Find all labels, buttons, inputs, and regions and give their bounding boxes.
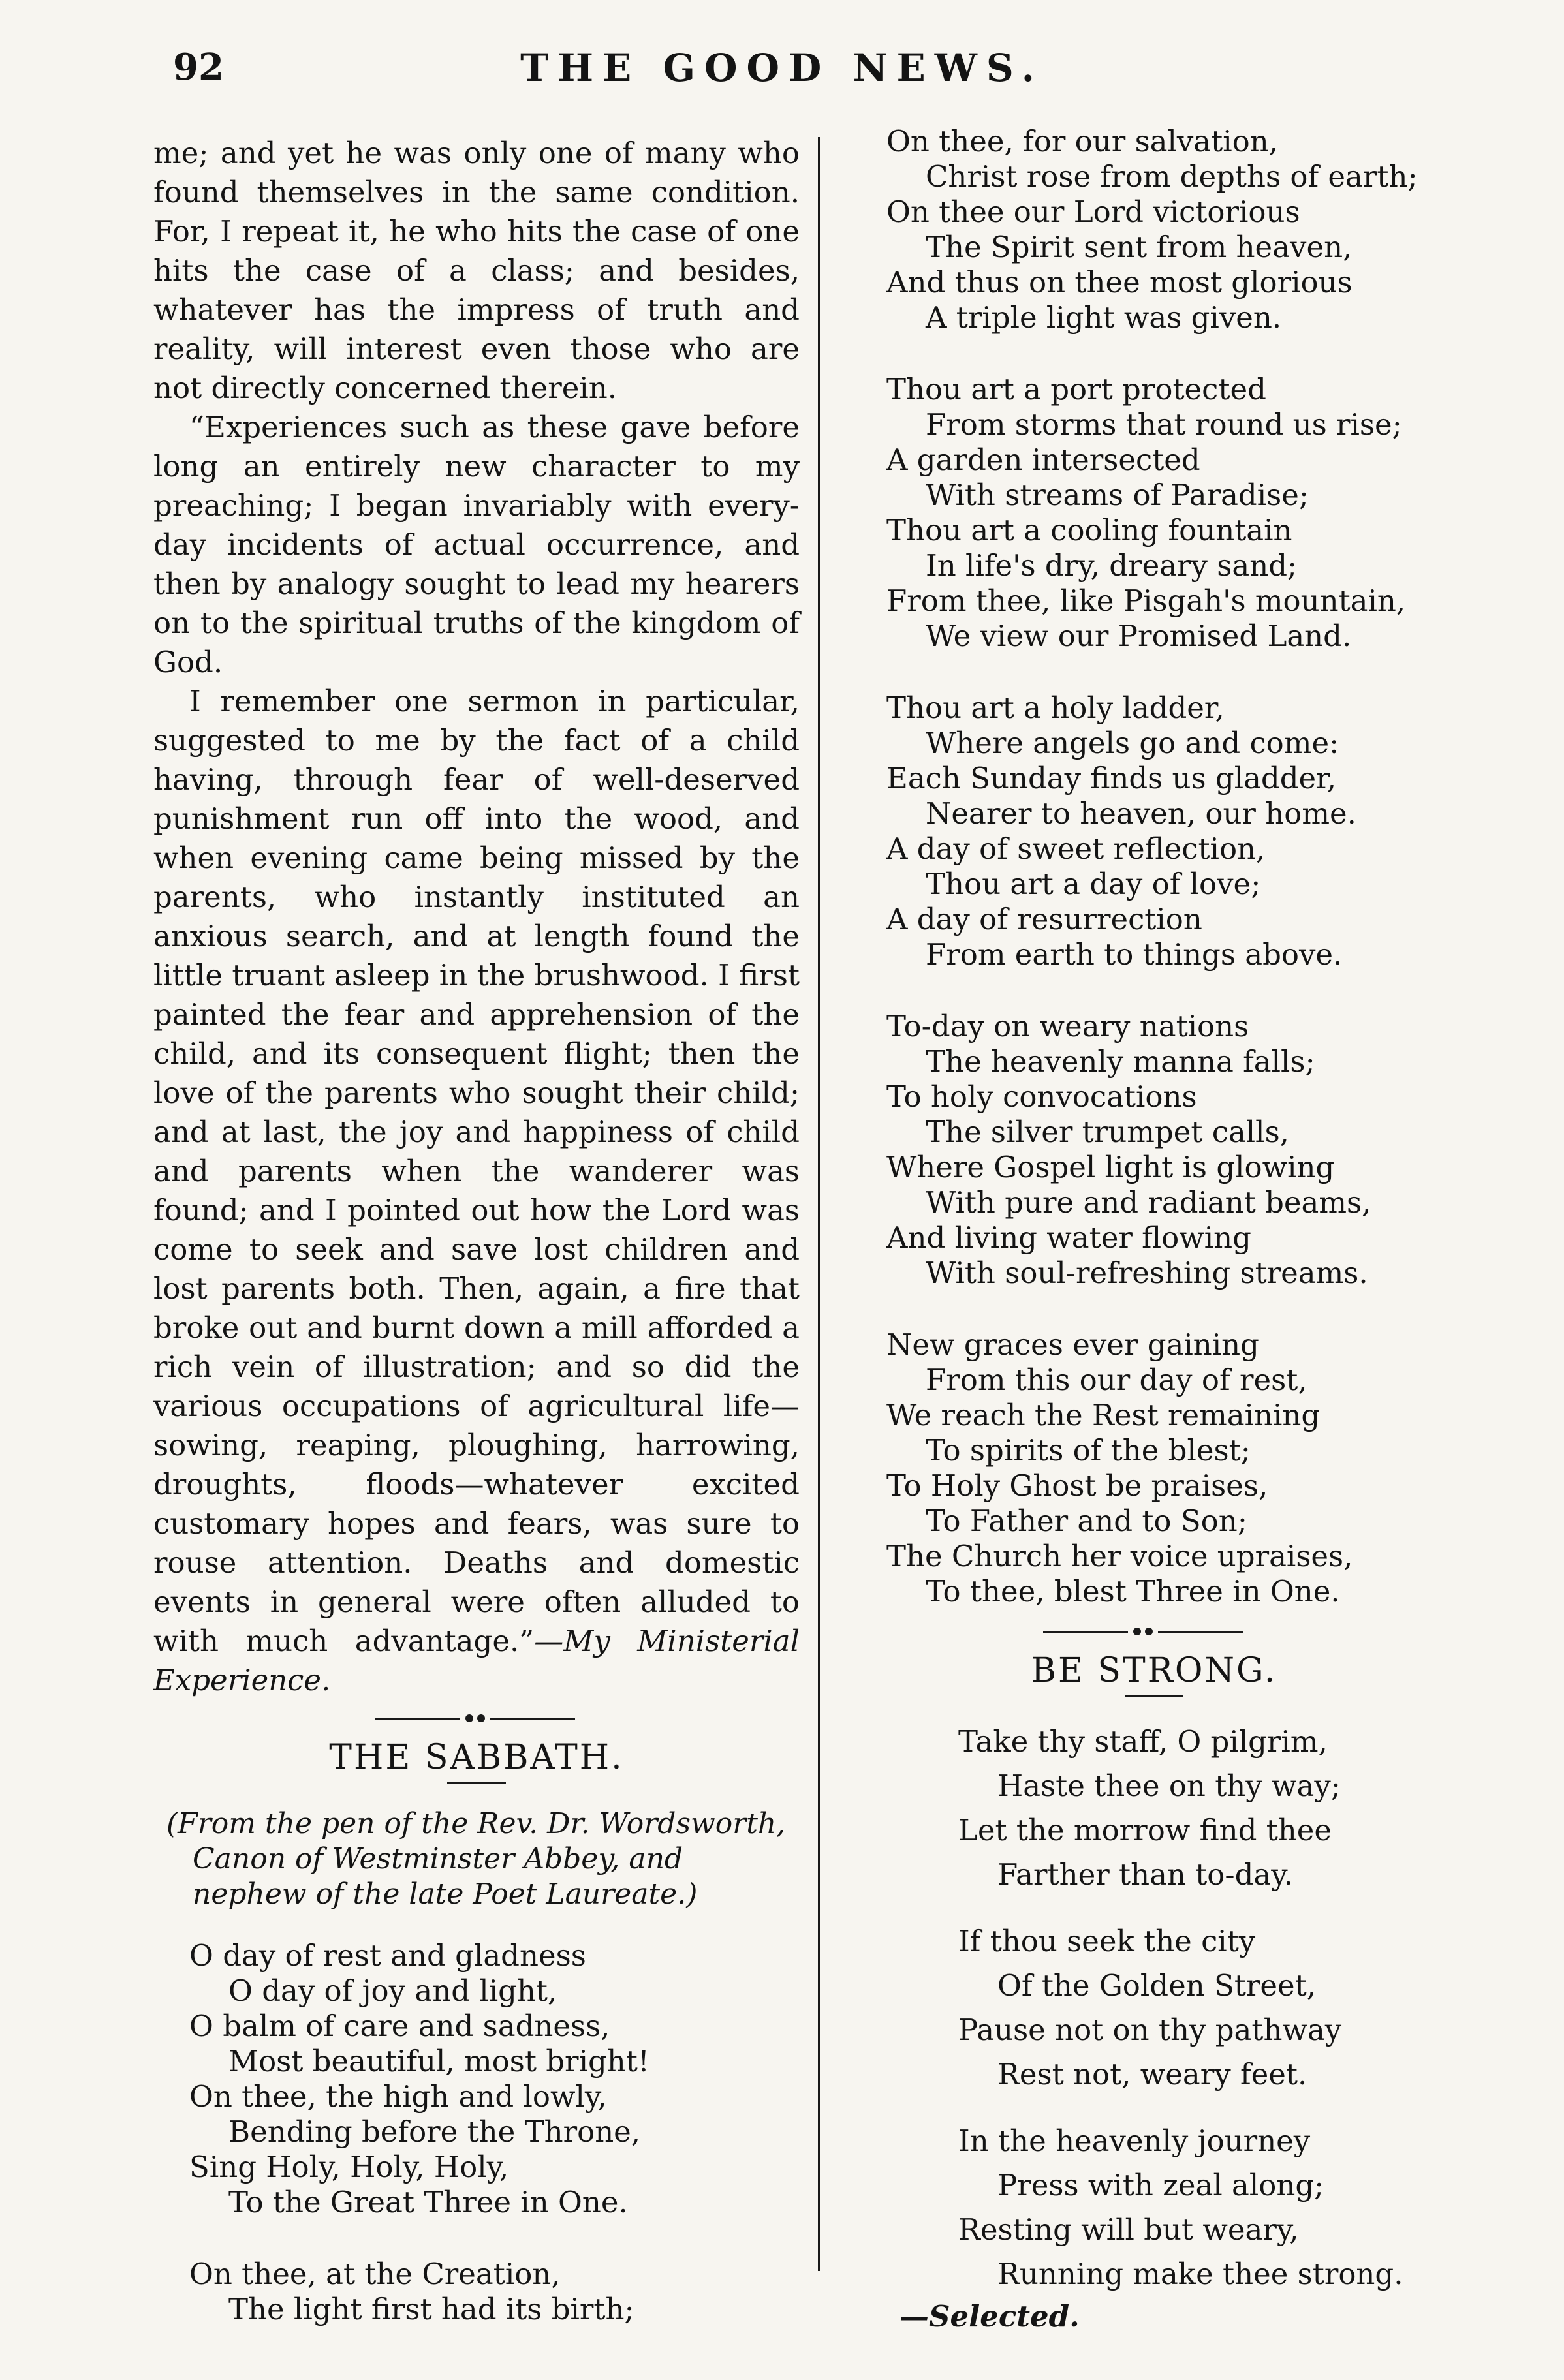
poem-line: O balm of care and sadness, [189, 2009, 610, 2043]
page-number: 92 [173, 46, 224, 89]
poem-line: Sing Holy, Holy, Holy, [189, 2150, 509, 2184]
poem-line: On thee, the high and lowly, [189, 2079, 607, 2114]
poem-line: Where Gospel light is glowing [886, 1150, 1335, 1184]
article-attribution: —My Ministerial Experience. [153, 1624, 800, 1697]
poem-line: We view our Promised Land. [926, 619, 1352, 653]
poem-stanza [886, 1009, 1422, 1291]
poem-line: In life's dry, dreary sand; [926, 548, 1298, 583]
poem-stanza [886, 372, 1422, 654]
poem-line: Thou art a holy ladder, [886, 690, 1225, 725]
poem-line: And living water flowing [886, 1220, 1251, 1255]
poem-line: A triple light was given. [926, 300, 1282, 335]
poem-line: From earth to things above. [926, 937, 1343, 972]
poem-line: On thee our Lord victorious [886, 194, 1300, 229]
be-strong-title: BE STRONG. [1031, 1651, 1277, 1690]
poem-line: Haste thee on thy way; [997, 1769, 1341, 1803]
title-rule [447, 1782, 506, 1784]
poem-line: The heavenly manna falls; [926, 1044, 1315, 1079]
poem-line: The Church her voice upraises, [886, 1539, 1353, 1573]
poem-line: On thee, for our salvation, [886, 124, 1278, 159]
poem-line: Farther than to-day. [997, 1857, 1293, 1892]
right-column [886, 124, 1422, 2334]
poem-line: With streams of Paradise; [926, 478, 1309, 512]
poem-stanza [886, 124, 1422, 335]
poem-line: Press with zeal along; [997, 2168, 1324, 2202]
poem-line: New graces ever gaining [886, 1327, 1259, 1362]
poem-line: Nearer to heaven, our home. [926, 796, 1356, 831]
poem-line: Resting will but weary, [958, 2212, 1299, 2247]
poem-line: Christ rose from depths of earth; [926, 159, 1418, 194]
poem-line: To thee, blest Three in One. [926, 1574, 1340, 1609]
poem-line: If thou seek the city [958, 1924, 1256, 1958]
be-strong-poem [886, 1720, 1422, 2334]
poem-line: Let the morrow find thee [958, 1813, 1332, 1847]
poem-line: With pure and radiant beams, [926, 1185, 1371, 1220]
poem-line: Running make thee strong. [997, 2257, 1403, 2291]
poem-line: The silver trumpet calls, [926, 1115, 1289, 1149]
poem-line: Pause not on thy pathway [958, 2013, 1342, 2047]
running-title: THE GOOD NEWS. [520, 46, 1044, 90]
poem-line: To Father and to Son; [926, 1504, 1247, 1538]
article-continuation [153, 134, 800, 1700]
poem-line: A day of resurrection [886, 902, 1202, 936]
poem-line: Take thy staff, O pilgrim, [958, 1724, 1328, 1759]
poem-line: A day of sweet reflection, [886, 831, 1266, 866]
poem-line: To holy convocations [886, 1079, 1197, 1114]
sabbath-poem-part-1 [153, 1938, 800, 2327]
poem-line: From thee, like Pisgah's mountain, [886, 583, 1406, 618]
section-divider [886, 1622, 1422, 1642]
sabbath-title: THE SABBATH. [329, 1738, 624, 1777]
poem-line: To Holy Ghost be praises, [886, 1468, 1268, 1503]
poem-line: Thou art a cooling fountain [886, 513, 1292, 548]
poem-line: To the Great Three in One. [228, 2185, 628, 2219]
poem-line: With soul-refreshing streams. [926, 1256, 1368, 1290]
poem-line: Rest not, weary feet. [997, 2057, 1307, 2092]
poem-line: O day of rest and gladness [189, 1938, 586, 1973]
article-paragraph: “Experiences such as these gave before long an entirely new character to my preaching; I began invariably with every-day incidents of actual occurrence, and then by analogy sought to lead my hearers on to the spiritual truths of the kingdom of God. [153, 410, 800, 679]
poem-line: In the heavenly journey [958, 2124, 1311, 2158]
poem-line: We reach the Rest remaining [886, 1398, 1321, 1432]
sabbath-source-note: (From the pen of the Rev. Dr. Wordsworth, Canon of Westminster Abbey, and nephew of the late Poet Laureate.) [166, 1807, 786, 1911]
sabbath-poem-part-2 [886, 124, 1422, 1609]
section-divider [153, 1709, 800, 1729]
poem-line: Most beautiful, most bright! [228, 2044, 649, 2079]
left-column [153, 134, 800, 2364]
poem-line: And thus on thee most glorious [886, 265, 1353, 300]
poem-stanza [886, 1327, 1422, 1609]
article-paragraph [153, 682, 800, 1700]
poem-line: Each Sunday finds us gladder, [886, 761, 1337, 796]
poem-line: To spirits of the blest; [926, 1433, 1251, 1468]
poem-line: To-day on weary nations [886, 1009, 1249, 1043]
article-paragraph: me; and yet he was only one of many who found themselves in the same condition. For, I repeat it, he who hits the case of one hits the case of a class; and besides, whatever has the impress of truth and reality, will interest even those who are not directly concerned therein. [153, 136, 800, 405]
poem-line: A garden intersected [886, 442, 1200, 477]
poem-line: On thee, at the Creation, [189, 2257, 561, 2291]
poem-line: Bending before the Throne, [228, 2114, 641, 2149]
poem-line: O day of joy and light, [228, 1973, 557, 2008]
poem-line: Thou art a port protected [886, 372, 1266, 407]
paragraph-text: I remember one sermon in particular, suggested to me by the fact of a child having, through fear of well-deserved punishment run off into the wood, and when evening came being missed by the parents, who instantly instituted an anxious search, and at length found the little truant asleep in the brushwood. I first painted the fear and apprehension of the child, and its consequent flight; then the love of the parents who sought their child; and at last, the joy and happiness of child and parents when the wanderer was found; and I pointed out how the Lord was come to seek and save lost children and lost parents both. Then, again, a fire that broke out and burnt down a mill afforded a rich vein of illustration; and so did the various occupations of agricultural life—sowing, reaping, ploughing, harrowing, droughts, floods—whatever excited customary hopes and fears, was sure to rouse attention. Deaths and domestic events in general were often alluded to with much advantage.” [153, 684, 800, 1658]
poem-stanza [189, 1938, 800, 2220]
poem-line: Of the Golden Street, [997, 1968, 1317, 2003]
poem-stanza [886, 690, 1422, 972]
poem-line: From storms that round us rise; [926, 407, 1402, 442]
column-rule [818, 137, 820, 2271]
poem-stanza [958, 1720, 1422, 1897]
poem-stanza [958, 2119, 1422, 2296]
poem-credit: —Selected. [899, 2299, 1080, 2334]
poem-line: The light first had its birth; [228, 2292, 634, 2326]
poem-stanza [189, 2257, 800, 2327]
title-rule [1125, 1695, 1183, 1697]
poem-stanza [958, 1919, 1422, 2097]
poem-line: Where angels go and come: [926, 726, 1339, 760]
poem-line: The Spirit sent from heaven, [926, 230, 1353, 264]
poem-line: From this our day of rest, [926, 1363, 1307, 1397]
poem-line: Thou art a day of love; [926, 867, 1261, 901]
page-header [0, 46, 1564, 98]
